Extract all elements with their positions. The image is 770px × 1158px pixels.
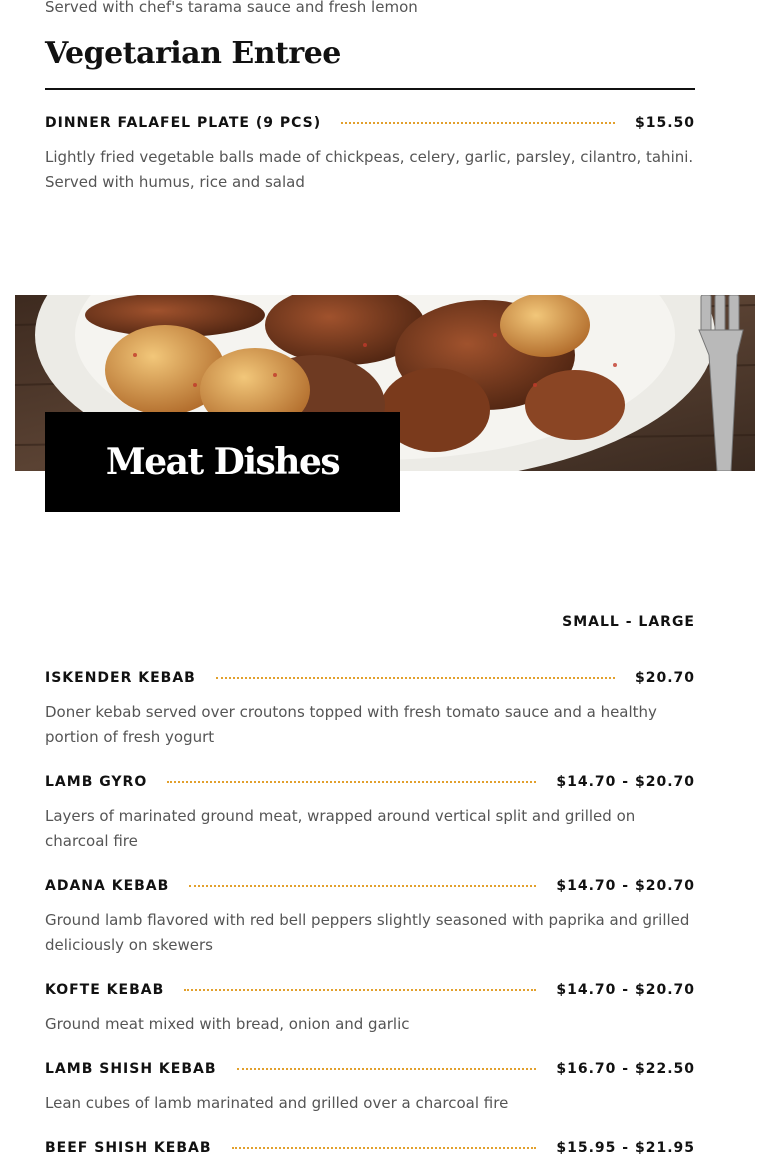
item-price: $14.70 - $20.70 (556, 774, 695, 790)
section-divider (45, 88, 695, 90)
menu-item-lamb-gyro (45, 772, 695, 792)
item-name: LAMB SHISH KEBAB (45, 1061, 217, 1077)
dotted-leader (216, 677, 615, 679)
menu-item-kofte-kebab (45, 980, 695, 1000)
meat-dishes-title-box (45, 412, 400, 512)
item-description: Doner kebab served over croutons topped with fresh tomato sauce and a healthy portion of fresh yogurt (45, 703, 657, 746)
dotted-leader (237, 1068, 537, 1070)
menu-item-iskender-kebab (45, 668, 695, 688)
menu-item-beef-shish-kebab (45, 1138, 695, 1158)
item-name: BEEF SHISH KEBAB (45, 1140, 212, 1156)
item-name: KOFTE KEBAB (45, 982, 165, 998)
section-heading-meat: Meat Dishes (105, 441, 340, 483)
menu-item-lamb-shish-kebab (45, 1059, 695, 1079)
size-label: SMALL - LARGE (562, 614, 695, 630)
dotted-leader (167, 781, 536, 783)
dotted-leader (232, 1147, 537, 1149)
item-name: ISKENDER KEBAB (45, 670, 196, 686)
item-price: $16.70 - $22.50 (556, 1061, 695, 1077)
dotted-leader (341, 122, 615, 124)
dotted-leader (184, 989, 536, 991)
item-name: LAMB GYRO (45, 774, 148, 790)
item-price: $14.70 - $20.70 (556, 878, 695, 894)
section-heading-vegetarian: Vegetarian Entree (45, 36, 341, 71)
menu-item-adana-kebab (45, 876, 695, 896)
item-description: Layers of marinated ground meat, wrapped around vertical split and grilled on charcoal fire (45, 807, 636, 850)
item-price: $15.50 (634, 115, 695, 131)
item-name: ADANA KEBAB (45, 878, 170, 894)
item-price: $15.95 - $21.95 (556, 1140, 695, 1156)
item-description: Ground lamb flavored with red bell peppers slightly seasoned with paprika and grilled deliciously on skewers (45, 911, 690, 954)
previous-item-description: Served with chef's tarama sauce and fresh lemon (45, 0, 418, 16)
item-price: $20.70 (634, 670, 695, 686)
menu-item-dinner-falafel-plate (45, 113, 695, 133)
item-description: Lightly fried vegetable balls made of chickpeas, celery, garlic, parsley, cilantro, tahini. Served with humus, rice and salad (45, 148, 694, 191)
item-name: DINNER FALAFEL PLATE (9 PCS) (45, 115, 322, 131)
item-description: Ground meat mixed with bread, onion and garlic (45, 1015, 410, 1033)
item-description: Lean cubes of lamb marinated and grilled over a charcoal fire (45, 1094, 509, 1112)
dotted-leader (189, 885, 536, 887)
item-price: $14.70 - $20.70 (556, 982, 695, 998)
